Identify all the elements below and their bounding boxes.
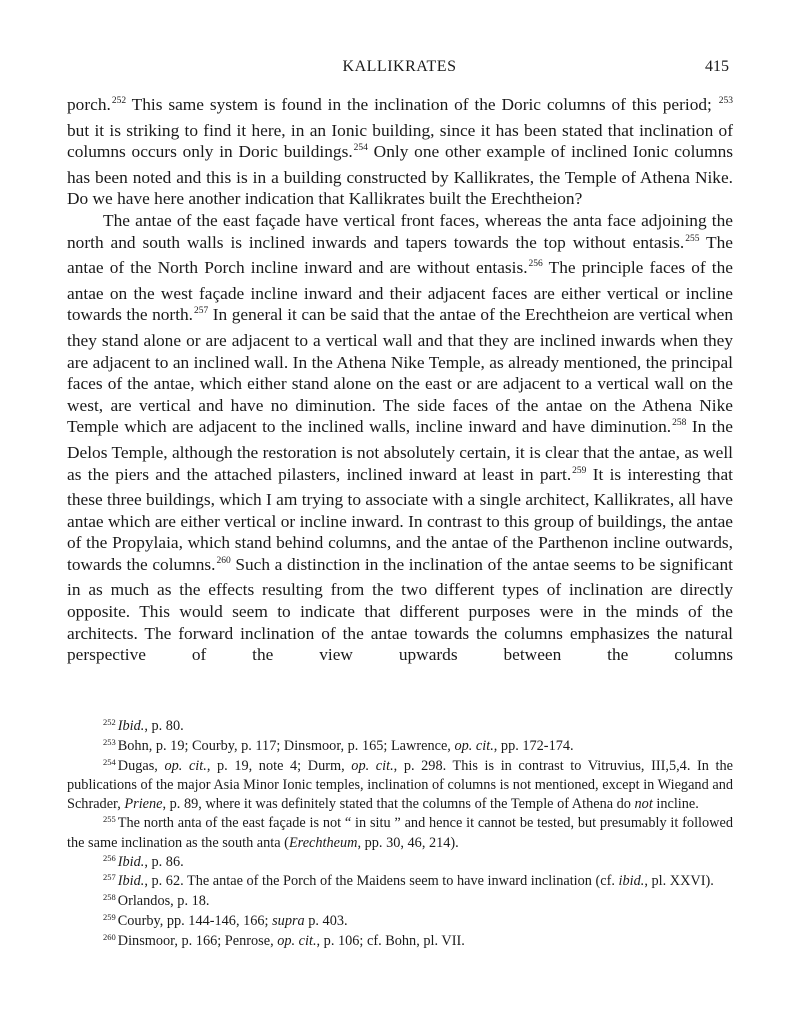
footnote xyxy=(67,932,733,952)
footnote-reference: 253 xyxy=(718,96,733,106)
footnote-reference: 256 xyxy=(528,259,543,270)
footnote-number: 255 xyxy=(103,813,116,824)
footnote-italic: op. cit. xyxy=(277,932,317,949)
footnote-text: , p. 106; cf. Bohn, pl. VII. xyxy=(316,932,465,949)
footnote-italic: Priene xyxy=(124,796,163,813)
footnote-text: , p. 298. This is in contrast to Vitruvius, III,5,4. In the publications of the major Asia Minor Ionic temples, inclination of columns is not mentioned, except in Wiegand and Schrader, xyxy=(67,757,733,813)
footnote-reference: 260 xyxy=(216,555,231,566)
text-run: but it is striking to find it here, in an Ionic building, since it has been stated that inclination of columns occurs only in Doric buildings. xyxy=(67,120,733,162)
footnote-number: 256 xyxy=(103,852,116,863)
footnote-italic: not xyxy=(634,796,653,813)
footnote-number: 260 xyxy=(103,931,116,942)
text-run: In general it can be said that the antae of the Erechtheion are vertical when they stand alone or are adjacent to a vertical wall and that they are inclined inwards when they are adjacent to an inclined wall. In the Athena Nike Temple, as already mentioned, the principal faces of the antae, which either stand alone on the east or are adjacent to a vertical wall on the west, are vertical and have no diminution. The side faces of the antae on the Athena Nike Temple which are adjacent to the inclined walls, incline inward and have diminution. xyxy=(67,305,734,437)
footnote-reference: 252 xyxy=(111,96,127,106)
footnote-italic: Ibid. xyxy=(117,718,145,734)
footnote-italic: Ibid. xyxy=(117,853,145,870)
footnote xyxy=(67,757,733,814)
footnote xyxy=(67,872,733,892)
text-run: Only one other example of inclined Ionic columns has been noted and this is in a building constructed by Kallikrates, the Temple of Athena Nike. Do we have here another indication that Kallikrates built the Erechtheion? xyxy=(67,142,733,209)
footnote-reference: 254 xyxy=(353,143,368,154)
footnote-italic: ibid. xyxy=(618,873,645,890)
footnote-italic: supra xyxy=(272,912,305,929)
footnote-italic: op. cit. xyxy=(164,757,207,774)
footnote-number: 253 xyxy=(103,736,116,747)
footnote-reference: 255 xyxy=(685,233,700,244)
text-run: The principle faces of the antae on the west façade incline inward and their adjacent faces are either vertical or incline towards the north. xyxy=(67,258,733,325)
footnote-text: , p. 89, where it was definitely stated that the columns of the Temple of Athena do xyxy=(162,796,635,813)
footnote xyxy=(67,737,733,757)
footnote-text: , p. 19, note 4; Durm, xyxy=(206,757,352,774)
footnote-text: p. 403. xyxy=(304,912,348,929)
footnote xyxy=(67,853,733,873)
footnote-text: Courby, pp. 144-146, 166; xyxy=(117,912,273,929)
footnote-number: 252 xyxy=(103,717,116,727)
footnote-text: Dugas, xyxy=(117,757,165,774)
footnote xyxy=(67,892,733,912)
paragraph xyxy=(67,94,733,210)
page-number: 415 xyxy=(705,58,729,75)
footnote-number: 258 xyxy=(103,892,116,903)
footnote-text: , pp. 30, 46, 214). xyxy=(357,834,459,851)
paragraph xyxy=(67,210,733,666)
footnote-text: Dinsmoor, p. 166; Penrose, xyxy=(117,932,278,949)
footnote-text: , p. 62. The antae of the Porch of the Maidens seem to have inward inclination (cf. xyxy=(144,873,619,890)
footnote-text: , pp. 172-174. xyxy=(493,737,574,754)
text-run: In the Delos Temple, although the restoration is not absolutely certain, it is clear that the antae, as well as the piers and the attached pilasters, inclined inward at least in part. xyxy=(67,417,733,484)
text-run: The antae of the east façade have vertical front faces, whereas the anta face adjoining the north and south walls is inclined inwards and tapers towards the top without entasis. xyxy=(67,210,733,252)
footnote xyxy=(67,717,733,737)
footnote-text: , pl. XXVI). xyxy=(644,873,714,890)
footnote xyxy=(67,912,733,932)
text-run: This same system is found in the inclination of the Doric columns of this period; xyxy=(126,95,718,114)
footnote-number: 254 xyxy=(103,756,116,767)
footnote-text: incline. xyxy=(652,796,699,813)
footnote-italic: Erechtheum xyxy=(288,834,358,851)
footnote-number: 257 xyxy=(103,872,116,883)
footnote-number: 259 xyxy=(103,911,116,922)
text-run: Such a distinction in the inclination of the antae seems to be significant in as much as the effects resulting from the two different types of inclination are directly opposite. This would seem to indicate that different purposes were in the minds of the architects. The forward inclination of the antae towards the columns emphasizes the natural perspective of the view upwards between the columns xyxy=(67,554,733,665)
footnote-italic: Ibid. xyxy=(117,873,145,890)
footnote-italic: op. cit. xyxy=(351,757,394,774)
footnote-text: , p. 80. xyxy=(144,718,184,734)
running-title: KALLIKRATES xyxy=(342,58,457,75)
footnote-text: Orlandos, p. 18. xyxy=(117,893,210,910)
text-run: It is interesting that these three buildings, which I am trying to associate with a single architect, Kallikrates, all have antae which are either vertical or incline inward. In contrast to this group of buildings, the antae of the Propylaia, which stand behind columns, and the antae of the Parthenon incline outwards, towards the columns. xyxy=(67,464,733,574)
footnote-text: The north anta of the east façade is not “ in situ ” and hence it cannot be tested, but presumably it followed the same inclination as the south anta ( xyxy=(67,814,733,851)
main-text xyxy=(67,94,733,666)
footnotes xyxy=(67,717,733,952)
footnote-reference: 258 xyxy=(672,418,687,429)
footnote xyxy=(67,814,733,853)
footnote-text: , p. 86. xyxy=(144,853,184,870)
footnote-italic: op. cit. xyxy=(454,737,494,754)
text-run: porch. xyxy=(67,95,111,114)
text-run: The antae of the North Porch incline inward and are without entasis. xyxy=(67,232,733,278)
footnote-reference: 257 xyxy=(194,306,209,317)
footnote-text: Bohn, p. 19; Courby, p. 117; Dinsmoor, p. 165; Lawrence, xyxy=(117,737,455,754)
footnote-reference: 259 xyxy=(572,465,587,476)
